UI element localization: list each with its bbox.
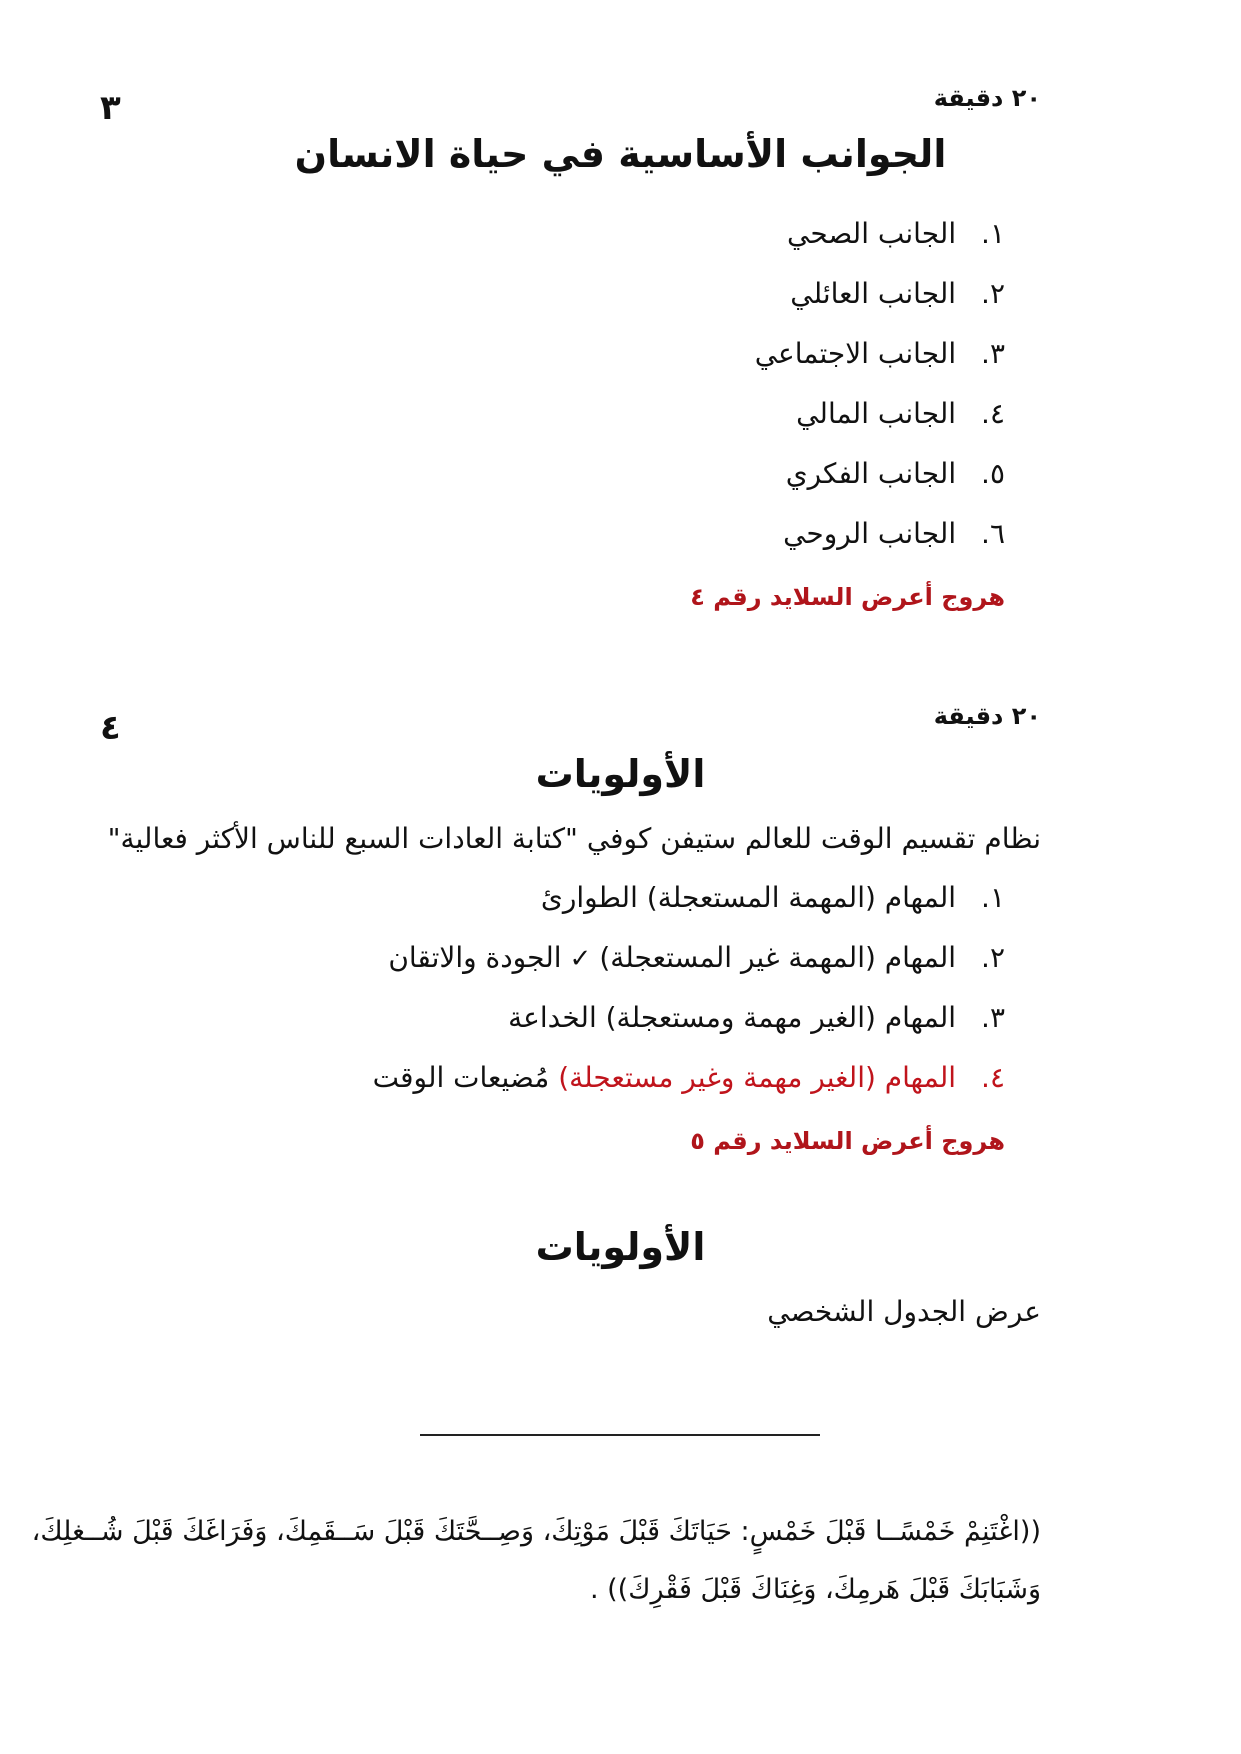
list-item: ٣. الجانب الاجتماعي	[754, 337, 1005, 370]
list-item: ٤. الجانب المالي	[796, 397, 1005, 430]
section3-list	[755, 204, 1005, 564]
section4-intro: نظام تقسيم الوقت للعالم ستيفن كوفي "كتابة العادات السبع للناس الأكثر فعالية"	[107, 822, 1041, 855]
section4-title: الأولويات	[535, 752, 706, 796]
section5-text: عرض الجدول الشخصي	[767, 1295, 1041, 1328]
hadith-line-2: وَشَبَابَكَ قَبْلَ هَرمِكَ، وَغِنَاكَ قَبْلَ فَقْرِكَ)) .	[589, 1574, 1041, 1605]
section4-number: ٤	[100, 708, 121, 748]
section3-duration: ٢٠ دقيقة	[933, 84, 1041, 112]
section4-list	[373, 868, 1005, 1108]
section4-duration: ٢٠ دقيقة	[933, 702, 1041, 730]
hadith-line-1: ((اغْتَنِمْ خَمْسًــا قَبْلَ خَمْسٍ: حَيَاتَكَ قَبْلَ مَوْتِكَ، وَصِــحَّتَكَ قَبْلَ سَــقَمِكَ، وَفَرَاغَكَ قَبْلَ شُــغلِكَ،	[31, 1516, 1041, 1547]
list-item: ٣. المهام (الغير مهمة ومستعجلة) الخداعة	[508, 1001, 1005, 1034]
list-item: ٢. الجانب العائلي	[790, 277, 1005, 310]
divider	[420, 1434, 820, 1436]
section3-number: ٣	[100, 88, 121, 128]
section4-exit-note: هروج أعرض السلايد رقم ٥	[690, 1127, 1005, 1155]
section3-exit-note: هروج أعرض السلايد رقم ٤	[690, 583, 1005, 611]
list-item: ١. المهام (المهمة المستعجلة) الطوارئ	[540, 881, 1005, 914]
hadith-quote	[0, 1503, 1041, 1619]
list-item: ١. الجانب الصحي	[786, 217, 1005, 250]
checkmark-icon: ✓	[569, 944, 592, 974]
list-item: ٢. المهام (المهمة غير المستعجلة)✓الجودة والاتقان	[388, 941, 1005, 974]
section5-title: الأولويات	[535, 1225, 706, 1269]
section3-title: الجوانب الأساسية في حياة الانسان	[294, 132, 947, 176]
list-item: ٦. الجانب الروحي	[783, 517, 1005, 550]
list-item: ٤. المهام (الغير مهمة وغير مستعجلة) مُضيعات الوقت	[372, 1061, 1005, 1094]
list-item: ٥. الجانب الفكري	[785, 457, 1005, 490]
